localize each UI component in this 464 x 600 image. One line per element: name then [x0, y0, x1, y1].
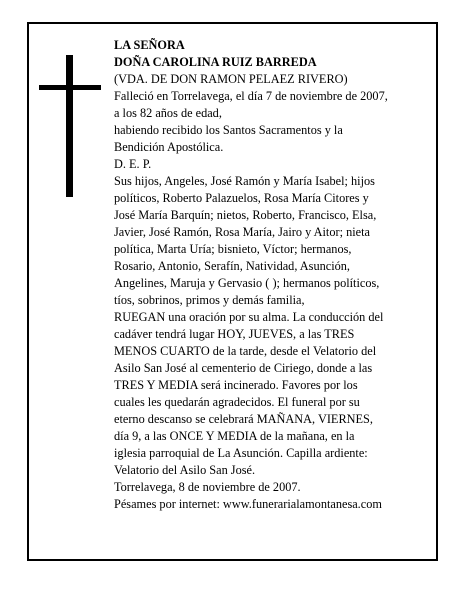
notice-line: RUEGAN una oración por su alma. La conducción del — [114, 310, 384, 324]
notice-line: habiendo recibido los Santos Sacramentos y la — [114, 123, 343, 137]
notice-line: iglesia parroquial de La Asunción. Capilla ardiente: — [114, 446, 368, 460]
notice-line: cadáver tendrá lugar HOY, JUEVES, a las TRES — [114, 327, 355, 341]
notice-line: Falleció en Torrelavega, el día 7 de noviembre de 2007, — [114, 89, 388, 103]
obituary-text — [114, 37, 432, 513]
notice-line: día 9, a las ONCE Y MEDIA de la mañana, en la — [114, 429, 355, 443]
notice-line: Bendición Apostólica. — [114, 140, 224, 154]
cross-vertical-bar — [66, 55, 73, 197]
notice-line: MENOS CUARTO de la tarde, desde el Velatorio del — [114, 344, 377, 358]
notice-line: política, Marta Uría; bisnieto, Víctor; hermanos, — [114, 242, 352, 256]
notice-line: eterno descanso se celebrará MAÑANA, VIERNES, — [114, 412, 373, 426]
deceased-name: DOÑA CAROLINA RUIZ BARREDA — [114, 55, 317, 69]
notice-line: José María Barquín; nietos, Roberto, Francisco, Elsa, — [114, 208, 377, 222]
notice-line: Torrelavega, 8 de noviembre de 2007. — [114, 480, 301, 494]
notice-line: Velatorio del Asilo San José. — [114, 463, 256, 477]
notice-title: LA SEÑORA — [114, 38, 185, 52]
notice-line: Javier, José Ramón, Rosa María, Jairo y Aitor; nieta — [114, 225, 370, 239]
notice-line: TRES Y MEDIA será incinerado. Favores por los — [114, 378, 358, 392]
notice-line: (VDA. DE DON RAMON PELAEZ RIVERO) — [114, 72, 348, 86]
cross-icon — [39, 55, 101, 197]
notice-line: D. E. P. — [114, 157, 152, 171]
notice-line: a los 82 años de edad, — [114, 106, 222, 120]
notice-line: políticos, Roberto Palazuelos, Rosa María Citores y — [114, 191, 369, 205]
notice-line: tíos, sobrinos, primos y demás familia, — [114, 293, 305, 307]
notice-line: Sus hijos, Angeles, José Ramón y María Isabel; hijos — [114, 174, 375, 188]
cross-horizontal-bar — [39, 85, 101, 90]
notice-line: Asilo San José al cementerio de Ciriego, donde a las — [114, 361, 373, 375]
notice-line: Angelines, Maruja y Gervasio ( ); hermanos políticos, — [114, 276, 380, 290]
notice-line: cuales les quedarán agradecidos. El funeral por su — [114, 395, 360, 409]
notice-line: Pésames por internet: www.funerarialamontanesa.com — [114, 497, 382, 511]
notice-line: Rosario, Antonio, Serafín, Natividad, Asunción, — [114, 259, 351, 273]
